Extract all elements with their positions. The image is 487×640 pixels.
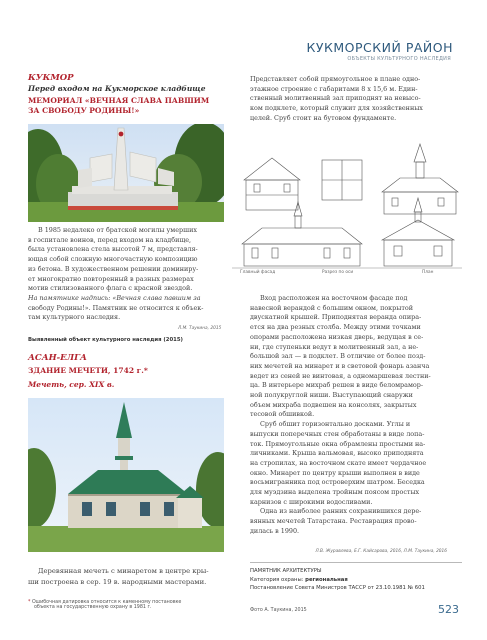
intro-line: этажное строение с габаритами 8 х 15,6 м. Един- xyxy=(250,84,418,93)
description-line: двускатной крышей. Приподнятая веранда опира- xyxy=(250,313,422,322)
mosque-date: Мечеть, сер. XIX в. xyxy=(28,380,115,389)
description-line: личниками. Крыша вальмовая, высоко приподнята xyxy=(250,449,424,458)
description-line: Вход расположен на восточном фасаде под xyxy=(260,294,408,302)
description-line: Сруб обшит горизонтально досками. Углы и xyxy=(260,420,411,429)
description-line: ца. В интерьере михраб решен в виде беломрамор- xyxy=(250,381,424,390)
description-line: них мечетей на минарет и в световой фонарь азанча xyxy=(250,361,430,370)
intro-line: целей. Сруб стоит на бутовом фундаменте. xyxy=(250,113,397,122)
memorial-text-line: в госпитале воинов, перед входом на кладбище, xyxy=(28,235,192,244)
mosque-intro-line: Деревянная мечеть с минаретом в центре кры- xyxy=(38,567,209,575)
description-line: на стропилах, на восточном скате имеет чердачное xyxy=(250,458,427,467)
mosque-intro-right xyxy=(250,75,460,124)
description-line: навесной верандой с большим окном, покрытой xyxy=(250,303,413,312)
memorial-credit: Л.М. Таукина, 2015 xyxy=(178,326,222,331)
description-line: для муэдзина выделена тройным поясом простых xyxy=(250,488,420,497)
description-credit: Л.В. Журавлева, Е.Г. Кайсарова, 2016, Л.М. Таукина, 2016 xyxy=(315,549,447,554)
location-lead: Перед входом на Кукморское кладбище xyxy=(28,84,206,93)
mosque-title: ЗДАНИЕ МЕЧЕТИ, 1742 г.* xyxy=(28,366,148,375)
description-line: вянных мечетей Татарстана. Реставрация прово- xyxy=(250,517,417,526)
description-line: ной полукруглой ниши. Выступающий снаружи xyxy=(250,391,413,400)
description-line: карнизов с широкими водосливами. xyxy=(250,497,373,506)
mosque-photo xyxy=(28,398,224,552)
memorial-photo xyxy=(28,124,224,222)
mosque-intro-line: ши построена в сер. 19 в. народными мастерами. xyxy=(28,577,207,586)
intro-line: ственный молитвенный зал приподнят на невысо- xyxy=(250,94,421,103)
description-line: ется на два резных столба. Между этими точками xyxy=(250,323,421,332)
section-title-kukmor: КУКМОР xyxy=(28,73,74,83)
memorial-text-line: свободу Родины!». Памятник не относится к объек- xyxy=(28,303,204,312)
memorial-text-line: мотив стилизованного флага с красной звездой. xyxy=(28,284,193,293)
protection-info xyxy=(250,567,425,593)
description-line: восьмигранника под островерхим шатром. Беседка xyxy=(250,478,425,487)
memorial-text-line: На памятнике надпись: «Вечная слава павшим за xyxy=(28,293,201,302)
description-line: ни, где ступеньки ведут в молитвенный зал, а не- xyxy=(250,342,419,351)
memorial-title-line2: ЗА СВОБОДУ РОДИНЫ!» xyxy=(28,106,140,115)
memorial-text-line: ет многократно повторенный в разных размерах xyxy=(28,274,194,283)
memorial-text-line: ющая собой сложную многочастную композицию xyxy=(28,255,198,264)
protection-type: ПАМЯТНИК АРХИТЕКТУРЫ xyxy=(250,568,322,574)
drawing-caption-plan: План xyxy=(422,270,434,275)
architectural-drawings xyxy=(232,140,462,280)
mosque-intro-left xyxy=(28,566,234,587)
description-line: большой зал — в подклет. В отличие от более позд- xyxy=(250,352,426,361)
description-line: ведет из сеней не винтовая, а одномаршевая лестни- xyxy=(250,371,431,380)
description-line: дилась в 1990. xyxy=(250,526,300,535)
mosque-description xyxy=(250,294,460,537)
drawing-caption-section: Разрез по оси xyxy=(322,270,354,275)
description-line: опорами расположена низкая дверь, ведущая в се- xyxy=(250,332,424,341)
divider xyxy=(250,562,462,563)
memorial-description xyxy=(28,226,224,323)
section-title-asan-elga: АСАН-ЕЛГА xyxy=(28,353,87,363)
protection-category xyxy=(250,576,425,585)
description-line: объем михраба подвешен на консолях, закрытых xyxy=(250,400,417,409)
description-line: Одна из наиболее ранних сохранившихся дере- xyxy=(260,507,422,516)
page-number: 523 xyxy=(438,603,459,616)
memorial-text-line: там культурного наследия. xyxy=(28,313,121,322)
memorial-text-line: была установлена стела высотой 7 м, представля- xyxy=(28,245,198,254)
memorial-title-line1: МЕМОРИАЛ «ВЕЧНАЯ СЛАВА ПАВШИМ xyxy=(28,96,210,105)
memorial-text-line: из бетона. В художественном решении доминиру- xyxy=(28,264,199,273)
identified-object-note: Выявленный объект культурного наследия (2015) xyxy=(28,337,183,343)
drawing-caption-facade: Главный фасад xyxy=(240,270,276,275)
protection-decree: Постановление Совета Министров ТАССР от 23.10.1981 № 601 xyxy=(250,585,425,591)
page-header-title: КУКМОРСКИЙ РАЙОН xyxy=(306,40,453,55)
protection-category-value: региональная xyxy=(305,576,348,583)
description-line: тесовой обшивкой. xyxy=(250,410,315,419)
footnote xyxy=(28,600,181,610)
description-line: окно. Минарет по центру крыши выполнен в виде xyxy=(250,468,420,477)
page-header-subtitle: ОБЪЕКТЫ КУЛЬТУРНОГО НАСЛЕДИЯ xyxy=(347,56,451,62)
photo-credit: Фото А. Таукина, 2015 xyxy=(250,608,307,613)
protection-category-label: Категория охраны: xyxy=(250,576,304,583)
footnote-asterisk-icon: * xyxy=(28,600,31,605)
memorial-text-line: В 1985 недалеко от братской могилы умерших xyxy=(38,226,197,234)
intro-line: Представляет собой прямоугольное в плане одно- xyxy=(250,75,421,83)
intro-line: ком подклете, который служит для хозяйственных xyxy=(250,104,423,113)
memorial-title xyxy=(28,96,209,116)
description-line: выпуски поперечных стен обработаны в виде лопа- xyxy=(250,429,425,438)
description-line: ток. Прямоугольные окна обрамлены простыми на- xyxy=(250,439,426,448)
footnote-line: Ошибочная датировка относится к каменному постановке xyxy=(31,600,182,605)
footnote-line: объекта на государственную охрану в 1981 г. xyxy=(34,605,152,610)
